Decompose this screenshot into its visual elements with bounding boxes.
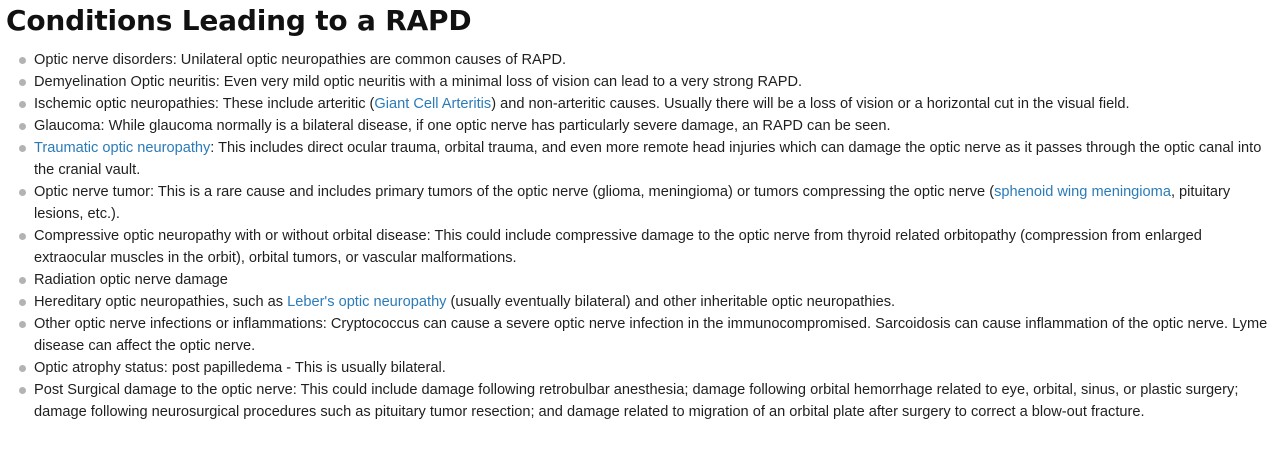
item-text: , pituitary lesions, etc.). bbox=[34, 184, 1231, 222]
bullet-icon bbox=[19, 189, 26, 196]
item-text: Optic atrophy status: post papilledema - This is usually bilateral. bbox=[34, 360, 446, 376]
list-item bbox=[34, 181, 1276, 225]
item-text: Optic nerve tumor: This is a rare cause and includes primary tumors of the optic nerve (glioma, meningioma) or tumors compressing the optic nerve ( bbox=[34, 184, 995, 200]
section-heading: Conditions Leading to a RAPD bbox=[6, 4, 472, 37]
list-item bbox=[34, 49, 1276, 71]
bullet-icon bbox=[19, 277, 26, 284]
item-text: Optic nerve disorders: Unilateral optic neuropathies are common causes of RAPD. bbox=[34, 52, 567, 68]
bullet-icon bbox=[19, 233, 26, 240]
list-item bbox=[34, 93, 1276, 115]
bullet-icon bbox=[19, 299, 26, 306]
sphenoid-wing-meningioma-link[interactable]: sphenoid wing meningioma bbox=[994, 184, 1171, 200]
bullet-icon bbox=[19, 321, 26, 328]
list-item bbox=[34, 115, 1276, 137]
bullet-icon bbox=[19, 387, 26, 394]
item-text: Other optic nerve infections or inflammations: Cryptococcus can cause a severe optic nerve infection in the immunocompromised. Sarcoidosis can cause inflammation of the optic nerve. Lyme disease can affect the optic nerve. bbox=[34, 316, 1268, 354]
list-item bbox=[34, 269, 1276, 291]
bullet-icon bbox=[19, 79, 26, 86]
bullet-icon bbox=[19, 145, 26, 152]
conditions-list bbox=[6, 49, 1276, 423]
bullet-icon bbox=[19, 101, 26, 108]
bullet-icon bbox=[19, 57, 26, 64]
item-text: Hereditary optic neuropathies, such as bbox=[34, 294, 288, 310]
item-text: Ischemic optic neuropathies: These include arteritic ( bbox=[34, 96, 375, 112]
list-item bbox=[34, 137, 1276, 181]
item-text: Demyelination Optic neuritis: Even very mild optic neuritis with a minimal loss of vision can lead to a very strong RAPD. bbox=[34, 74, 803, 90]
item-text: Glaucoma: While glaucoma normally is a bilateral disease, if one optic nerve has particularly severe damage, an RAPD can be seen. bbox=[34, 118, 891, 134]
item-text: : This includes direct ocular trauma, orbital trauma, and even more remote head injuries which can damage the optic nerve as it passes through the optic canal into the cranial vault. bbox=[34, 140, 1262, 178]
list-item bbox=[34, 313, 1276, 357]
article-section bbox=[6, 0, 1276, 423]
giant-cell-arteritis-link[interactable]: Giant Cell Arteritis bbox=[374, 96, 492, 112]
list-item bbox=[34, 225, 1276, 269]
traumatic-optic-neuropathy-link[interactable]: Traumatic optic neuropathy bbox=[34, 140, 211, 156]
list-item bbox=[34, 357, 1276, 379]
item-text: ) and non-arteritic causes. Usually there will be a loss of vision or a horizontal cut in the visual field. bbox=[491, 96, 1130, 112]
lebers-optic-neuropathy-link[interactable]: Leber's optic neuropathy bbox=[287, 294, 447, 310]
item-text: (usually eventually bilateral) and other inheritable optic neuropathies. bbox=[446, 294, 896, 310]
list-item bbox=[34, 71, 1276, 93]
list-item bbox=[34, 379, 1276, 423]
item-text: Compressive optic neuropathy with or without orbital disease: This could include compressive damage to the optic nerve from thyroid related orbitopathy (compression from enlarged extraocular muscles in the orbit), orbital tumors, or vascular malformations. bbox=[34, 228, 1202, 266]
item-text: Radiation optic nerve damage bbox=[34, 272, 228, 288]
bullet-icon bbox=[19, 365, 26, 372]
bullet-icon bbox=[19, 123, 26, 130]
item-text: Post Surgical damage to the optic nerve: This could include damage following retrobulbar anesthesia; damage following orbital hemorrhage related to eye, orbital, sinus, or plastic surgery; damage following neurosurgical procedures such as pituitary tumor resection; and damage related to migration of an orbital plate after surgery to correct a blow-out fracture. bbox=[34, 382, 1239, 420]
list-item bbox=[34, 291, 1276, 313]
